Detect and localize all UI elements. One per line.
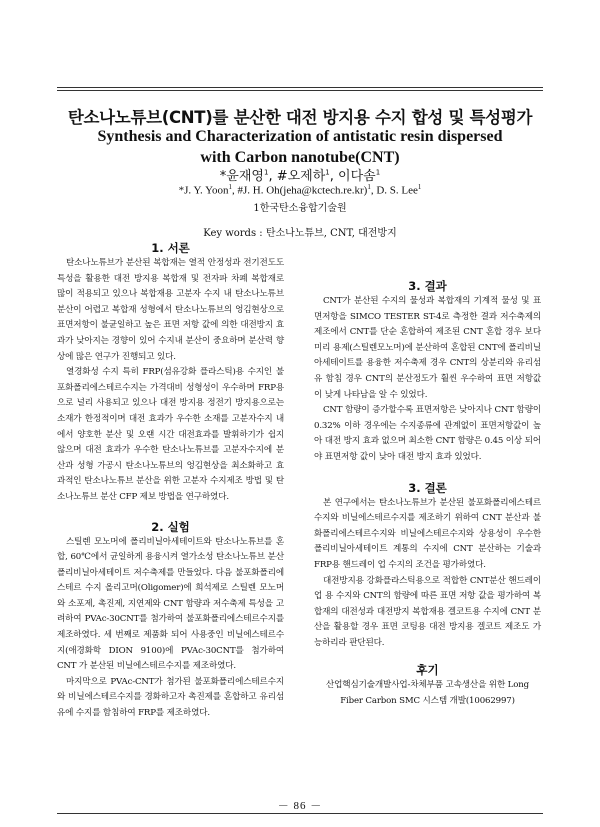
author-1-affil-mark: 1	[228, 183, 232, 191]
author-1-ko: *윤재영	[219, 169, 264, 184]
footer-rule	[57, 813, 543, 814]
conclusion-paragraph-2: 대전방지용 강화플라스틱용으로 적합한 CNT분산 핸드레이업 용 수지와 CNT의 함량에 따른 표면 저항 값을 평가하여 복합재의 대전성과 대전방지 복합재용 겔코트용 수지에 CNT 분산을 활용할 경우 표면 코팅용 대전 방지용 겔코트 제조도 가능하리라 판단된다.	[314, 575, 541, 648]
author-2-ko: #오제하	[276, 169, 326, 184]
section-heading-acknowledgment: 후기	[416, 663, 439, 678]
section-heading-conclusion: 3. 결론	[408, 480, 447, 495]
title-english-line1: Synthesis and Characterization of antistatic resin dispersed	[97, 128, 503, 145]
author-3-affil-mark: 1	[375, 168, 381, 177]
title-korean: 탄소나노튜브(CNT)를 분산한 대전 방지용 수지 합성 및 특성평가	[67, 108, 533, 127]
authors-korean	[0, 165, 600, 184]
conclusion-paragraph-1: 본 연구에서는 탄소나노튜브가 분산된 불포화폴리에스테르수지와 비닐에스테르수지를 제조하기 위하여 CNT 분산과 불화폴리에스테르수지와 비닐에스테르수지와 상용성이 우수한 폴리비닐아세테이트 계통의 수지에 CNT 분산하는 기술과 FRP용 핸드레이 업 수지의 조건을 평가하였다.	[314, 497, 541, 570]
author-2-en: #J. H. Oh(jeha@kctech.re.kr)	[237, 184, 368, 197]
author-2-affil-mark: 1	[367, 183, 371, 191]
right-column	[314, 245, 541, 710]
author-separator: ,	[329, 169, 339, 184]
author-3-en: D. S. Lee	[376, 184, 418, 197]
section-heading-experiment: 2. 실험	[151, 519, 190, 534]
left-column	[57, 240, 284, 722]
author-1-affil-mark: 1	[263, 168, 269, 177]
author-separator: ,	[268, 169, 277, 184]
page-number: － 86 －	[277, 800, 323, 812]
author-separator: ,	[370, 184, 377, 197]
author-1-en: *J. Y. Yoon	[178, 184, 229, 197]
results-paragraph-1: CNT가 분산된 수지의 물성과 복합재의 기계적 물성 및 표면저항을 SIMCO TESTER ST-4로 측정한 결과 저수축제의 제조에서 CNT를 단순 혼합하여 제조된 CNT 혼합 경우 보다 미리 용제(스틸렌모노머)에 분산하여 혼합된 CNT에 폴리비닐아세테이트를 용융한 저수축제 경우 CNT의 상분리와 유리섬유 함침 경우 CNT의 분산정도가 훨씬 우수하여 표면 저항값이 낮게 나타남을 알 수 있었다.	[314, 296, 541, 400]
author-3-affil-mark: 1	[417, 183, 422, 191]
authors-english	[0, 183, 600, 197]
affiliation: 1한국탄소융합기술원	[253, 203, 347, 214]
author-3-ko: 이다솜	[338, 169, 376, 184]
header-rule	[57, 87, 543, 88]
intro-paragraph-2: 열경화성 수지 특히 FRP(섬유강화 플라스틱)용 수지인 불포화폴리에스테르수지는 가격대비 성형성이 우수하며 FRP용으로 널리 사용되고 있으나 대전 방지용 정전기 방지용으로는 소재가 한정적이며 대전 효과가 우수한 소재를 고분자수지 내에서 양호한 분산 및 오랜 시간 대전효과를 발휘하기가 쉽지 않으며 대전 효과가 우수한 탄소나노튜브를 고분자수지에 분산과 성형 가공시 탄소나노튜브의 엉김현상을 최소화하고 효과적인 탄소나노튜브 분산을 위한 고분자 수지제조 방법 및 탄소나노튜브 분산 CFP 제보 방법을 연구하였다.	[57, 367, 284, 502]
keywords: Key words : 탄소나노튜브, CNT, 대전방지	[203, 228, 397, 239]
title-english-line2: with Carbon nanotube(CNT)	[200, 149, 400, 166]
author-2-affil-mark: 1	[325, 168, 330, 177]
header-rule-thin	[57, 90, 543, 91]
acknowledgment-text: 산업핵심기술개발사업-차체부품 고속생산을 위한 Long Fiber Carbon SMC 시스템 개발(10062997)	[326, 680, 529, 707]
section-heading-intro: 1. 서론	[151, 241, 190, 255]
results-paragraph-2: CNT 함량이 증가할수록 표면저항은 낮아지나 CNT 함량이 0.32% 이하 경우에는 수지종류에 관계없이 표면저항값이 높아 대전 방지 효과 없으며 최소한 CNT 함량은 0.45 이상 되어야 표면저항 값이 낮아 대전 방지 효과 있었다.	[314, 405, 541, 462]
experiment-paragraph-2: 마지막으로 PVAc-CNT가 첨가된 불포화폴리에스테르수지와 비닐에스테르수지를 경화하고자 촉진제를 혼합하고 유리섬유에 수지를 함침하여 FRP를 제조하였다.	[57, 676, 284, 719]
author-separator: ,	[231, 184, 238, 197]
experiment-paragraph-1: 스틸렌 모노머에 폴리비닐아세테이트와 탄소나노튜브를 혼합, 60℃에서 균일하게 용융시켜 열가소성 탄소나노튜브 분산 폴리비닐아세테이트 저수축제를 만들었다. 다음 불포화폴리에스테르 수지 올리고머(Oligomer)에 희석제로 스틸렌 모노머와 소포제, 촉진제, 지연제와 CNT 함량과 저수축제 특성을 고려하여 PVAc-30CNT를 첨가하여 불포화폴리에스테르수지를 제조하였다. 세 번째로 제품화 되어 사용중인 비닐에스테르수지(애경화학 DION 9100)에 PVAc-30CNT를 첨가하여 CNT 가 분산된 비닐에스테르수지를 제조하였다.	[57, 536, 284, 672]
intro-paragraph-1: 탄소나노튜브가 분산된 복합재는 열적 안정성과 전기전도도 특성을 활용한 대전 방지용 복합재 및 전자파 차폐 복합재로 많이 적용되고 있으나 복합재용 고분자 수지 내 탄소나노튜브 분산이 어렵고 복합재 성형에서 탄소나노튜브의 엉김현상으로 표면저항이 불균일하고 높은 표면 저항 값에 의한 대전방지 효과가 낮아지는 경향이 있어 수지내 분산이 중요하며 분산력 향상에 많은 연구가 진행되고 있다.	[57, 258, 284, 362]
section-heading-results: 3. 결과	[408, 279, 447, 293]
